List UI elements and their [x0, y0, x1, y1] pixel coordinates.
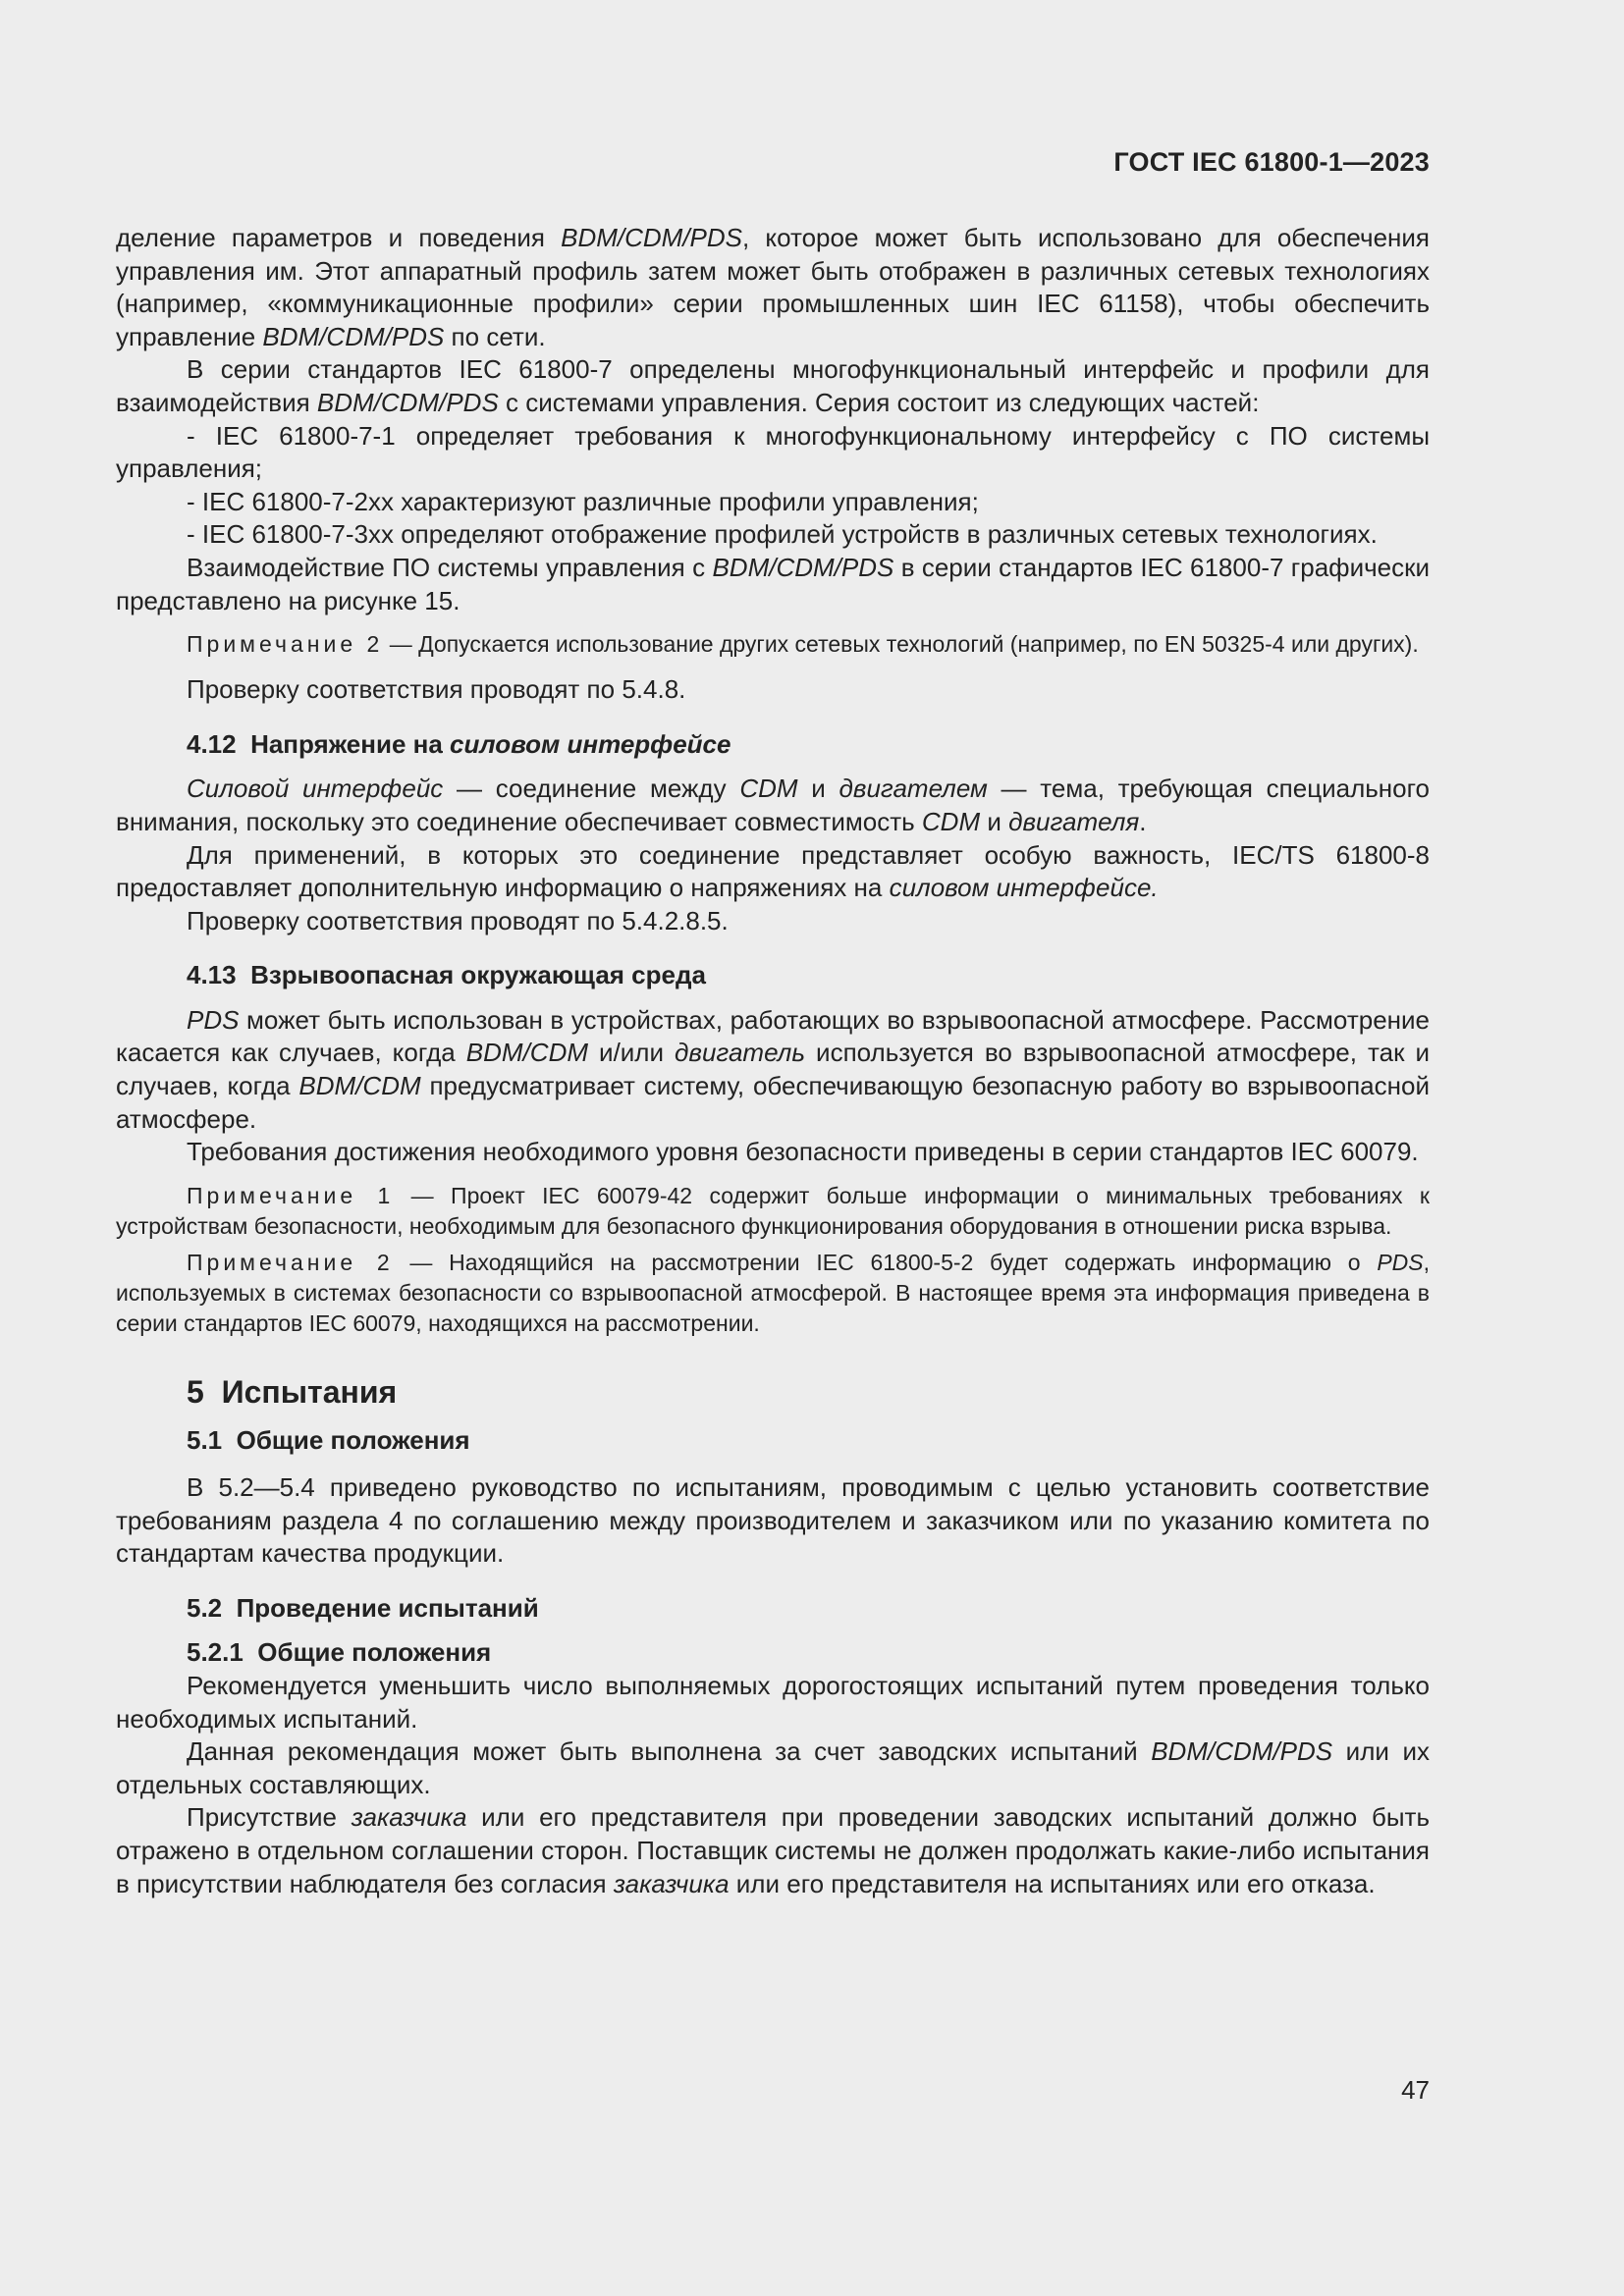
document-header: ГОСТ IEC 61800-1—2023 — [1113, 147, 1430, 177]
paragraph: PDS может быть использован в устройствах, работающих во взрывоопасной атмосфере. Рассмотрение касается как случаев, когда BDM/CDM и/или двигатель используется во взрывоопасной атмосфере, так и случаев, когда BDM/CDM предусматривает систему, обеспечивающую безопасную работу во взрывоопасной атмосфере. — [116, 1004, 1430, 1134]
paragraph: деление параметров и поведения BDM/CDM/PDS, которое может быть использовано для обеспечения управления им. Этот аппаратный профиль затем может быть отображен в различных сетевых технологиях (например, «коммуникационные профили» серии промышленных шин IEC 61158), чтобы обеспечить управление BDM/CDM/PDS по сети. — [116, 223, 1430, 351]
paragraph: Рекомендуется уменьшить число выполняемых дорогостоящих испытаний путем проведения только необходимых испытаний. — [116, 1671, 1430, 1734]
list-item: - IEC 61800-7-1 определяет требования к многофункциональному интерфейсу с ПО системы управления; — [116, 420, 1430, 484]
paragraph: Требования достижения необходимого уровня безопасности приведены в серии стандартов IEC 60079. — [187, 1137, 1419, 1167]
section-heading-5-2-1: 5.2.1 Общие положения — [187, 1637, 492, 1668]
note: Примечание 2 — Допускается использование других сетевых технологий (например, по EN 50325-4 или других). — [187, 631, 1419, 658]
paragraph: Проверку соответствия проводят по 5.4.8. — [187, 674, 686, 705]
note: Примечание 1 — Проект IEC 60079-42 содержит больше информации о минимальных требованиях к устройствам безопасности, необходимым для безопасного функционирования оборудования в отношении риска взрыва. — [116, 1182, 1430, 1239]
paragraph: В 5.2—5.4 приведено руководство по испытаниям, проводимым с целью установить соответствие требованиям раздела 4 по соглашению между производителем и заказчиком или по указанию комитета по стандартам качества продукции. — [116, 1472, 1430, 1569]
section-heading-5-2: 5.2 Проведение испытаний — [187, 1592, 539, 1623]
paragraph: Присутствие заказчика или его представителя при проведении заводских испытаний должно быть отражено в отдельном соглашении сторон. Поставщик системы не должен продолжать какие-либо испытания в присутствии наблюдателя без согласия заказчика или его представителя на испытаниях или его отказа. — [116, 1802, 1430, 1898]
section-heading-4-12: 4.12 Напряжение на силовом интерфейсе — [187, 728, 731, 759]
list-item: - IEC 61800-7-2xx характеризуют различные профили управления; — [187, 486, 979, 516]
paragraph: Проверку соответствия проводят по 5.4.2.8.5. — [187, 905, 729, 935]
section-heading-5: 5 Испытания — [187, 1373, 398, 1410]
paragraph: Взаимодействие ПО системы управления с BDM/CDM/PDS в серии стандартов IEC 61800-7 графически представлено на рисунке 15. — [116, 552, 1430, 615]
note: Примечание 2 — Находящийся на рассмотрении IEC 61800-5-2 будет содержать информацию о PDS, используемых в системах безопасности со взрывоопасной атмосферой. В настоящее время эта информация приведена в серии стандартов IEC 60079, находящихся на рассмотрении. — [116, 1249, 1430, 1336]
paragraph: В серии стандартов IEC 61800-7 определены многофункциональный интерфейс и профили для взаимодействия BDM/CDM/PDS с системами управления. Серия состоит из следующих частей: — [116, 354, 1430, 417]
section-heading-4-13: 4.13 Взрывоопасная окружающая среда — [187, 960, 706, 990]
page-number: 47 — [1401, 2075, 1430, 2105]
page-content — [116, 222, 1430, 1900]
paragraph: Силовой интерфейс — соединение между CDM и двигателем — тема, требующая специального внимания, поскольку это соединение обеспечивает совместимость CDM и двигателя. — [116, 774, 1430, 836]
section-heading-5-1: 5.1 Общие положения — [187, 1425, 470, 1456]
list-item: - IEC 61800-7-3xx определяют отображение профилей устройств в различных сетевых технологиях. — [187, 519, 1378, 550]
paragraph: Данная рекомендация может быть выполнена за счет заводских испытаний BDM/CDM/PDS или их отдельных составляющих. — [116, 1736, 1430, 1799]
paragraph: Для применений, в которых это соединение представляет особую важность, IEC/TS 61800-8 предоставляет дополнительную информацию о напряжениях на силовом интерфейсе. — [116, 839, 1430, 903]
